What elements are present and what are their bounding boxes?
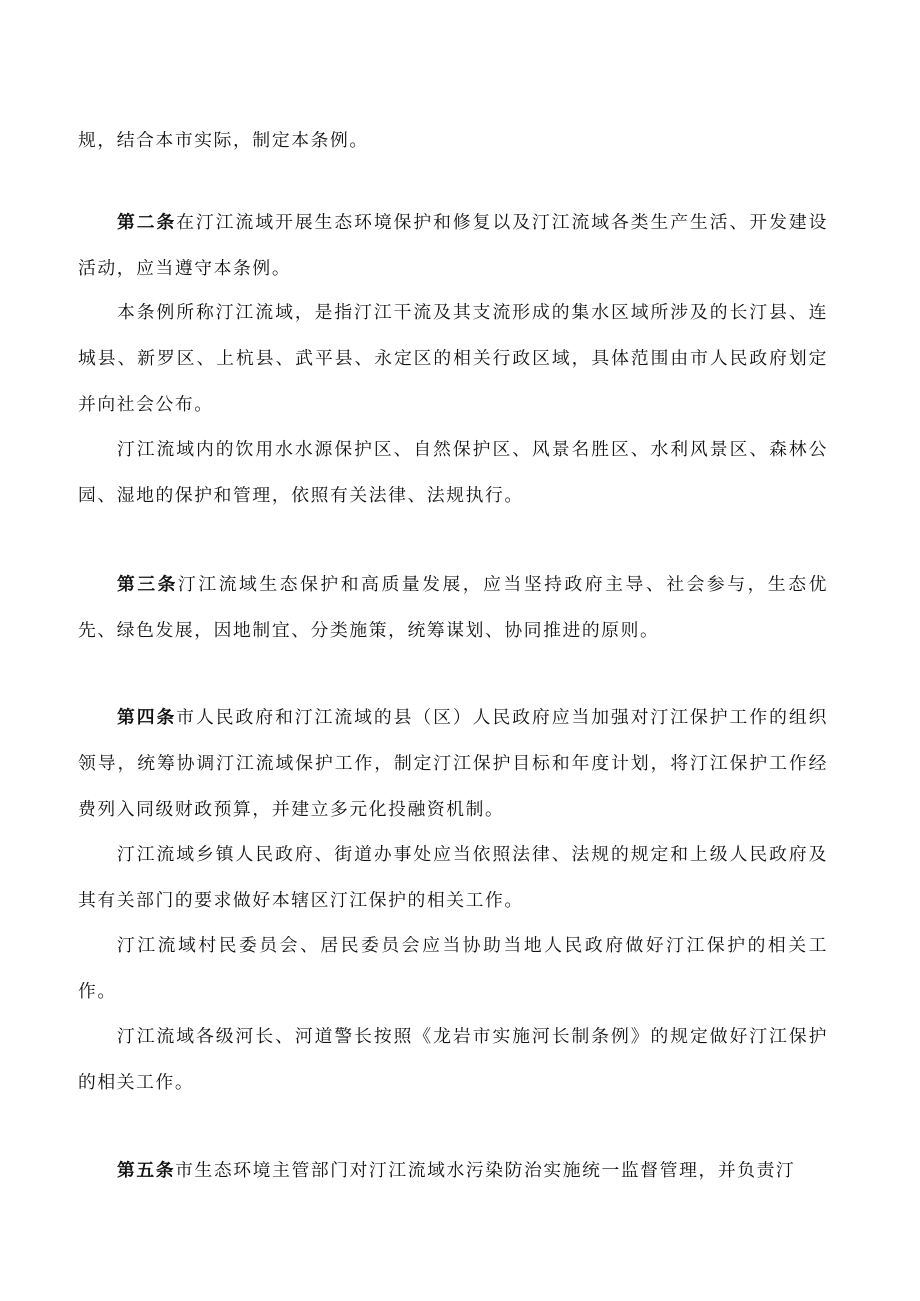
paragraph-text: 汀江流域生态保护和高质量发展，应当坚持政府主导、社会参与，生态优先、绿色发展，因地制宜、分类施策，统筹谋划、协同推进的原则。: [78, 574, 828, 641]
article-heading: 第三条: [117, 574, 179, 595]
article-4-paragraph: [78, 695, 828, 833]
paragraph-text: 汀江流域乡镇人民政府、街道办事处应当依照法律、法规的规定和上级人民政府及其有关部门的要求做好本辖区汀江保护的相关工作。: [78, 844, 828, 911]
paragraph-text: 汀江流域内的饮用水水源保护区、自然保护区、风景名胜区、水利风景区、森林公园、湿地的保护和管理，依照有关法律、法规执行。: [78, 439, 828, 506]
article-2-clause-3: [78, 427, 828, 519]
article-4-clause-3: [78, 923, 828, 1015]
article-heading: 第二条: [117, 212, 177, 233]
paragraph-text: 在汀江流域开展生态环境保护和修复以及汀江流域各类生产生活、开发建设活动，应当遵守本条例。: [78, 212, 828, 279]
article-2-clause-2: [78, 290, 828, 428]
article-2-paragraph: [78, 200, 828, 292]
article-5-paragraph: [78, 1148, 828, 1194]
paragraph-text: 规，结合本市实际，制定本条例。: [78, 130, 369, 151]
paragraph-text: 市人民政府和汀江流域的县（区）人民政府应当加强对汀江保护工作的组织领导，统筹协调汀江流域保护工作，制定汀江保护目标和年度计划，将汀江保护工作经费列入同级财政预算，并建立多元化投融资机制。: [78, 707, 828, 820]
article-4-clause-4: [78, 1014, 828, 1106]
paragraph-text: 市生态环境主管部门对汀江流域水污染防治实施统一监督管理，并负责汀: [175, 1160, 796, 1181]
article-4-clause-2: [78, 832, 828, 924]
article-heading: 第四条: [117, 707, 177, 728]
article-3-paragraph: [78, 562, 828, 654]
paragraph-continuation: [78, 118, 828, 164]
paragraph-text: 本条例所称汀江流域，是指汀江干流及其支流形成的集水区域所涉及的长汀县、连城县、新罗区、上杭县、武平县、永定区的相关行政区域，具体范围由市人民政府划定并向社会公布。: [78, 302, 828, 415]
paragraph-text: 汀江流域各级河长、河道警长按照《龙岩市实施河长制条例》的规定做好汀江保护的相关工作。: [78, 1026, 828, 1093]
paragraph-text: 汀江流域村民委员会、居民委员会应当协助当地人民政府做好汀江保护的相关工作。: [78, 935, 828, 1002]
article-heading: 第五条: [117, 1160, 176, 1181]
